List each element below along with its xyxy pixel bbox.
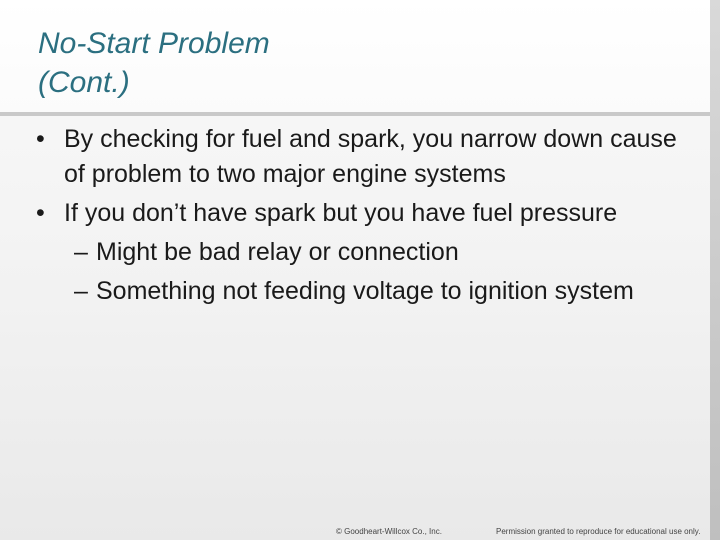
sub-bullet-marker: – [74,238,88,266]
title-line-2: (Cont.) [38,66,130,99]
bullet-text: By checking for fuel and spark, you narrow down cause of problem to two major engine systems [64,125,677,188]
bullet-text: If you don’t have spark but you have fuel pressure [64,199,618,227]
sub-bullet-item [36,274,696,309]
title-line-1: No-Start Problem [38,27,270,60]
bullet-marker: • [36,125,45,153]
bullet-marker: • [36,199,45,227]
slide-body [36,122,696,313]
sub-bullet-item [36,235,696,270]
slide-title [38,24,270,102]
bullet-item [36,122,696,192]
copyright-footer: © Goodheart-Willcox Co., Inc. [336,527,442,536]
sub-bullet-text: Might be bad relay or connection [96,238,459,266]
permission-footer: Permission granted to reproduce for educational use only. [496,527,701,536]
sub-bullet-text: Something not feeding voltage to ignition system [96,277,634,305]
right-edge-bar [710,0,720,540]
bullet-item [36,196,696,231]
title-divider [0,112,720,116]
sub-bullet-marker: – [74,277,88,305]
